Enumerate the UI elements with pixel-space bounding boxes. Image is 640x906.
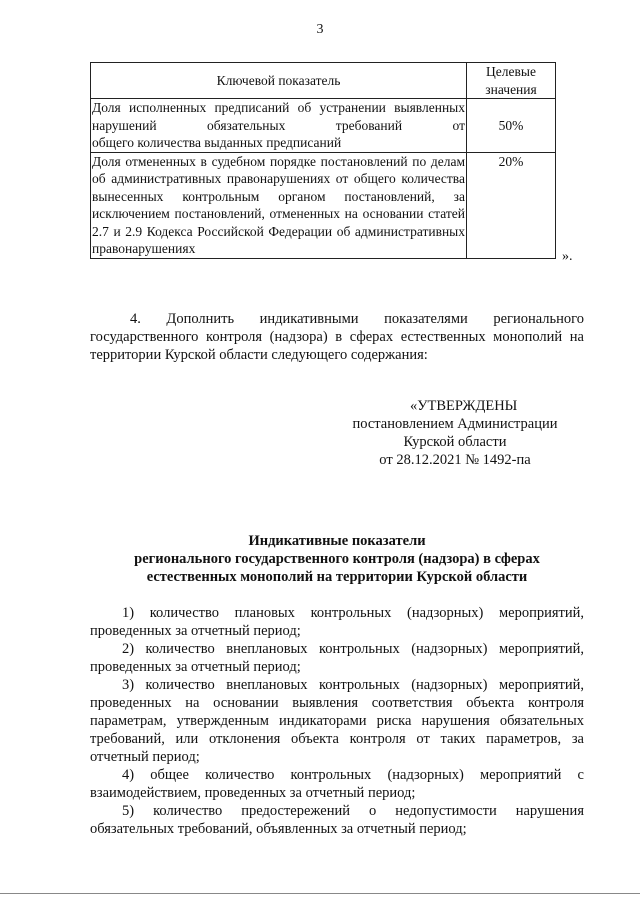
indicator-text-end: общего количества выданных предписаний [92, 135, 342, 150]
list-item [90, 640, 584, 676]
indicator-name [91, 152, 467, 258]
list-item [90, 604, 584, 640]
indicator-text-end: правонарушениях [92, 241, 196, 256]
page-number: 3 [316, 22, 324, 37]
list-item-rest: обязательных требований, объявленных за отчетный период; [90, 821, 467, 837]
target-value: 50% [467, 99, 556, 153]
title-line-2: регионального государственного контроля (надзора) в сферах [134, 551, 540, 567]
list-item-first-line: 2) количество внеплановых контрольных (надзорных) мероприятий, [122, 641, 584, 657]
table-row [91, 152, 556, 258]
indicator-text: Доля исполненных предписаний об устранении выявленных нарушений обязательных требований от [92, 100, 465, 133]
approval-line-1: «УТВЕРЖДЕНЫ [410, 398, 518, 414]
approval-line-2: постановлением Администрации [352, 416, 558, 432]
document-title [90, 532, 584, 586]
title-line-1: Индикативные показатели [248, 533, 426, 549]
approval-line-4: от 28.12.2021 № 1492-па [379, 452, 531, 468]
list-item [90, 766, 584, 802]
list-item-rest: взаимодействием, проведенных за отчетный период; [90, 785, 416, 801]
paragraph-4-text: 4. Дополнить индикативными показателями регионального государственного контроля (надзора) в сферах естественных монополий на территории Курской области следующего содержания: [90, 311, 584, 363]
list-item-first-line: 5) количество предостережений о недопустимости нарушения [122, 803, 584, 819]
target-value: 20% [467, 152, 556, 258]
header-indicator: Ключевой показатель [91, 63, 467, 99]
page-bottom-rule [0, 893, 640, 894]
title-line-3: естественных монополий на территории Курской области [146, 569, 528, 585]
list-item-first-line: 1) количество плановых контрольных (надзорных) мероприятий, [122, 605, 584, 621]
list-item-rest: проведенных за отчетный период; [90, 623, 301, 639]
list-item-first-line: 4) общее количество контрольных (надзорных) мероприятий с [122, 767, 584, 783]
list-item [90, 802, 584, 838]
header-target-values: Целевые значения [467, 63, 556, 99]
list-item-first-line: 3) количество внеплановых контрольных (надзорных) мероприятий, [122, 677, 584, 693]
indicator-name [91, 99, 467, 153]
list-item-rest: проведенных на основании выявления соответствия объекта контроля параметрам, утвержденным индикаторами риска нарушения обязательных требований, или отклонения объекта контроля от таких параметров, за отчетный период; [90, 695, 584, 765]
approval-line-3: Курской области [403, 434, 507, 450]
paragraph-4 [90, 310, 584, 364]
indicator-text: Доля отмененных в судебном порядке постановлений по делам об административных правонарушениях от общего количества вынесенных контрольным органом постановлений, за исключением постановлений, отмененных на основании статей 2.7 и 2.9 Кодекса Российской Федерации об административных [92, 153, 465, 239]
list-item-rest: проведенных за отчетный период; [90, 659, 301, 675]
table-header-row [91, 63, 556, 99]
list-item [90, 676, 584, 766]
closing-quote: ». [562, 249, 573, 264]
table-row [91, 99, 556, 153]
approval-block [310, 397, 600, 469]
key-indicators-table [90, 62, 556, 259]
